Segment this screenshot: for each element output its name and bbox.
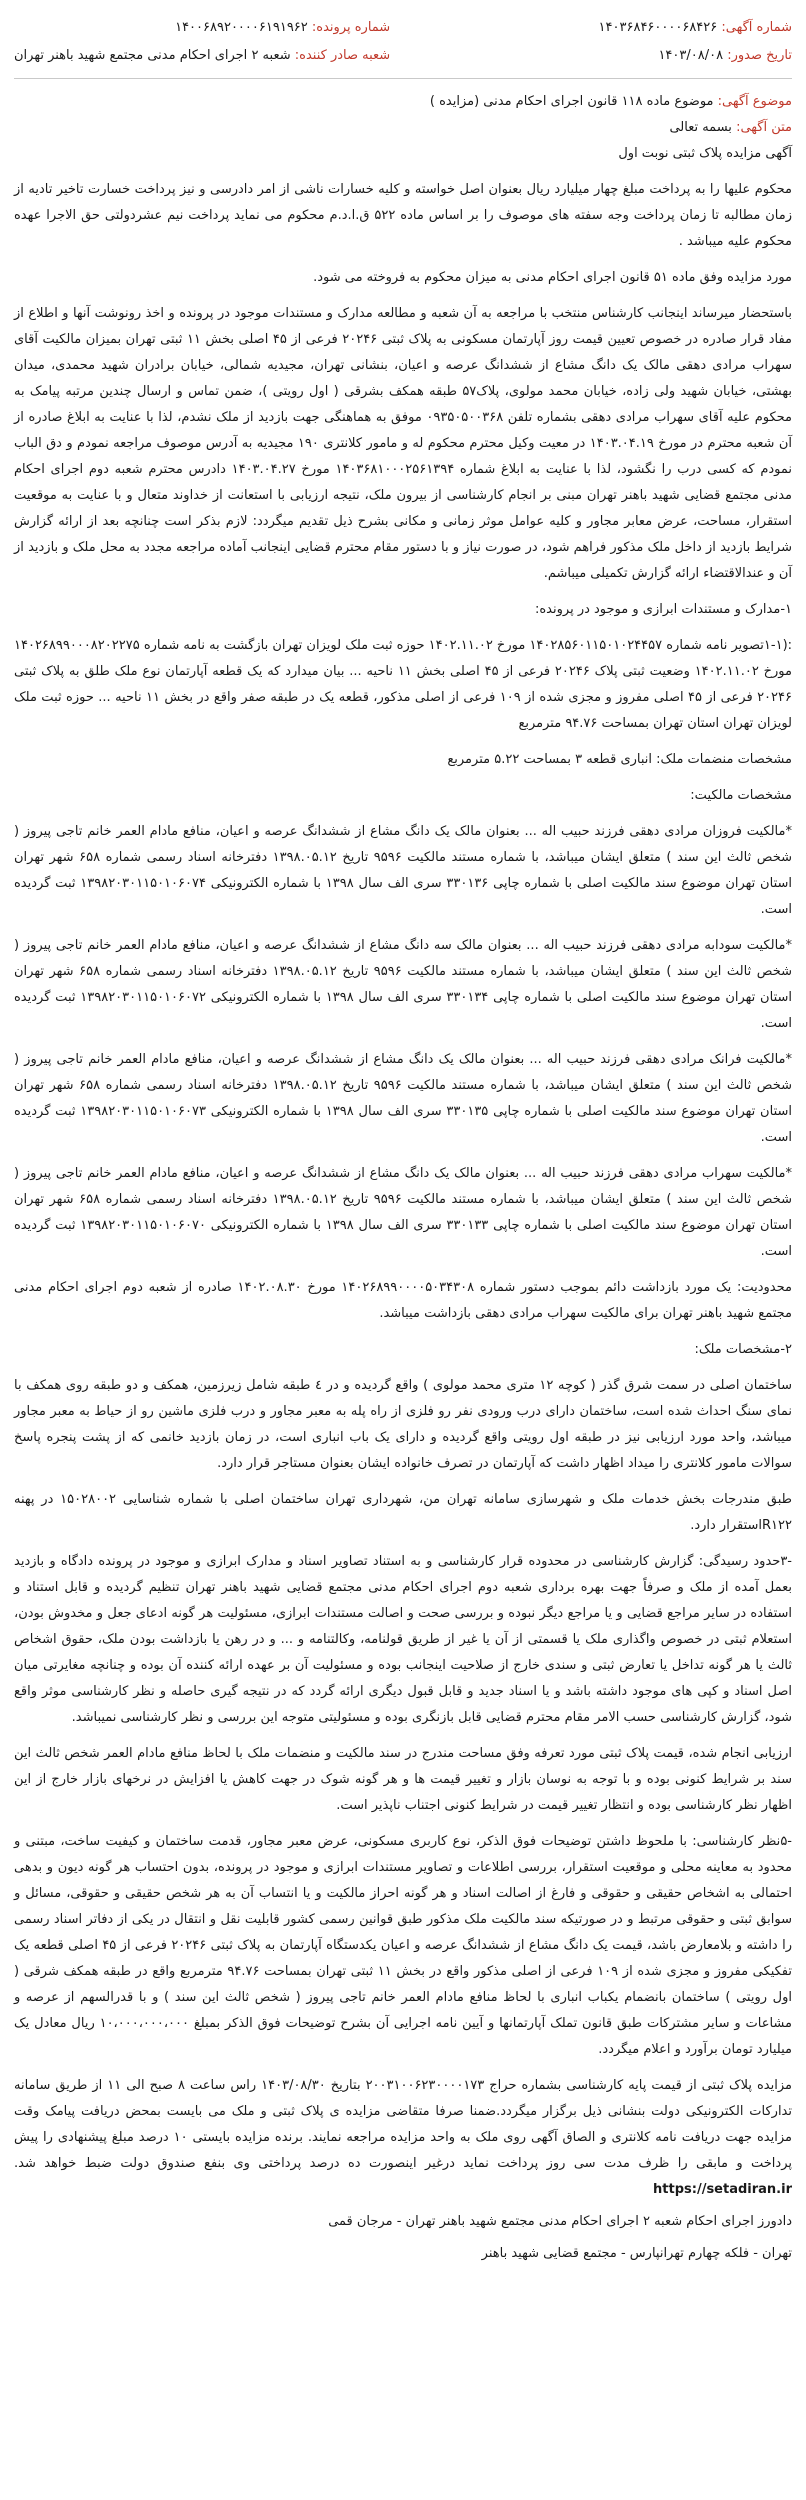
paragraph-owner-soudabeh: *مالکیت سودابه مرادی دهقی فرزند حبیب اله ... بعنوان مالک سه دانگ مشاع از ششدانگ عرصه و اعیان، منافع مادام العمر خانم تاجی پیروز ( شخص ثالث این سند ) متعلق ایشان میباشد، با شماره مستند مالکیت ۹۵۹۶ تاریخ ۱۳۹۸.۰۵.۱۲ دفترخانه اسناد رسمی شماره ۶۵۸ شهر تهران استان تهران موضوع سند مالکیت اصلی با شماره چاپی ۳۳۰۱۳۴ سری الف سال ۱۳۹۸ با شماره الکترونیکی ۱۳۹۸۲۰۳۰۱۱۵۰۱۰۶۰۷۲ ثبت گردیده است. (14, 938, 792, 1031)
paragraph-appurtenances: مشخصات منضمات ملک: انباری قطعه ۳ بمساحت ۵.۲۲ مترمربع (447, 752, 792, 767)
body-label: متن آگهی: (736, 120, 792, 135)
auction-terms-text: مزایده پلاک ثبتی از قیمت پایه کارشناسی بشماره حراج ۲۰۰۳۱۰۰۶۲۳۰۰۰۰۱۷۳ بتاریخ ۱۴۰۳/۰۸/۳۰ راس ساعت ۸ صبح الی ۱۱ از طریق سامانه تدارکات الکترونیکی دولت بنشانی ذیل برگزار میگردد.ضمنا صرفا متقاضی مزایده ی پلاک ثبتی و ملک می بایست بمحض دریافت پیامک وقت مزایده جهت دریافت نامه کلانتری و الصاق آگهی روی ملک به واحد مزایده مراجعه نمایند. برنده مزایده بایستی ۱۰ درصد مبلغ پیشنهادی را پیش پرداخت و مابقی را ظرف مدت سی روز پرداخت نماید درغیر اینصورت ده درصد پرداختی وی بنفع صندوق دولت ضبط خواهد شد. (14, 2078, 792, 2171)
paragraph-restriction: محدودیت: یک مورد بازداشت دائم بموجب دستور شماره ۱۴۰۲۶۸۹۹۰۰۰۰۵۰۳۴۳۰۸ مورخ ۱۴۰۲.۰۸.۳۰ صادره از شعبه دوم اجرای احکام مدنی مجتمع شهید باهنر تهران برای مالکیت سهراب مرادی دهقی بازداشت میباشد. (14, 1280, 792, 1321)
notice-body-header (14, 115, 792, 141)
notice-number (599, 14, 792, 42)
case-number (14, 14, 390, 42)
issuing-branch (14, 42, 390, 70)
case-number-label: شماره پرونده: (311, 20, 391, 35)
notice-number-value: ۱۴۰۳۶۸۴۶۰۰۰۰۶۸۴۲۶ (598, 20, 718, 35)
subject-value: موضوع ماده ۱۱۸ قانون اجرای احکام مدنی (مزایده ) (429, 94, 714, 109)
paragraph-registry-letter: :(۱-۱تصویر نامه شماره ۱۴۰۲۸۵۶۰۱۱۵۰۱۰۲۴۴۵۷ مورخ ۱۴۰۲.۱۱.۰۲ حوزه ثبت ملک لویزان تهران بازگشت به نامه شماره ۱۴۰۲۶۸۹۹۰۰۰۸۲۰۲۲۷۵ مورخ ۱۴۰۲.۱۱.۰۲ وضعیت ثبتی پلاک ۲۰۲۴۶ فرعی از ۴۵ اصلی بخش ۱۱ ناحیه ... بیان میدارد که یک قطعه آپارتمان نوع ملک طلق به پلاک ثبتی ۲۰۲۴۶ فرعی از ۴۵ اصلی مفروز و مجزی شده از ۱۰۹ فرعی از اصلی مذکور، قطعه یک در طبقه صفر واقع در بخش ۱۱ ناحیه ... حوزه ثبت ملک لویزان تهران استان تهران بمساحت ۹۴.۷۶ مترمربع (14, 638, 793, 731)
paragraph-documents-heading: ۱-مدارک و مستندات ابرازی و موجود در پرونده: (534, 602, 792, 617)
notice-meta (14, 14, 792, 70)
issuing-branch-label: شعبه صادر کننده: (294, 48, 391, 63)
paragraph-judgment: محکوم علیها را به پرداخت مبلغ چهار میلیارد ریال بعنوان اصل خواسته و کلیه خسارات ناشی از امر دادرسی و نیز پرداخت خسارت تاخیر تادیه از زمان مطالبه تا زمان پرداخت وجه سفته های موصوف را بر اساس ماده ۵۲۲ ق.ا.د.م محکوم می نماید پرداخت نیم عشردولتی حق الاجرا عهده محکوم علیه میباشد . (14, 182, 792, 249)
paragraph-owner-faranak: *مالکیت فرانک مرادی دهقی فرزند حبیب اله ... بعنوان مالک یک دانگ مشاع از ششدانگ عرصه و اعیان، منافع مادام العمر خانم تاجی پیروز ( شخص ثالث این سند ) متعلق ایشان میباشد، با شماره مستند مالکیت ۹۵۹۶ تاریخ ۱۳۹۸.۰۵.۱۲ دفترخانه اسناد رسمی شماره ۶۵۸ شهر تهران استان تهران موضوع سند مالکیت اصلی با شماره چاپی ۳۳۰۱۳۵ سری الف سال ۱۳۹۸ با شماره الکترونیکی ۱۳۹۸۲۰۳۰۱۱۵۰۱۰۶۰۷۳ ثبت گردیده است. (14, 1052, 792, 1145)
header-divider (14, 78, 792, 79)
signature-address: تهران - فلکه چهارم تهرانپارس - مجتمع قضایی شهید باهنر (481, 2246, 792, 2261)
case-number-value: ۱۴۰۰۶۸۹۲۰۰۰۰۶۱۹۱۹۶۲ (175, 20, 308, 35)
paragraph-ownership-heading: مشخصات مالکیت: (690, 788, 792, 803)
paragraph-valuation-note: ارزیابی انجام شده، قیمت پلاک ثبتی مورد تعرفه وفق مساحت مندرج در سند مالکیت و منضمات ملک با لحاظ منافع مادام العمر شخص ثالث این سند بر شرایط کنونی بوده و با توجه به نوسان بازار و تغییر قیمت ها و هر گونه شوک در جهت کاهش یا افزایش در نرخهای بازار خارج از این اظهار نظر کارشناسی بوده و انتظار تغییر قیمت در شرایط کنونی اجتناب ناپذیر است. (14, 1746, 792, 1813)
issue-date-label: تاریخ صدور: (727, 48, 792, 63)
paragraph-expert-intro: باستحضار میرساند اینجانب کارشناس منتخب با مراجعه به آن شعبه و مطالعه مدارک و مستندات موجود در پرونده و اخذ رونوشت آنها و اطلاع از مفاد قرار صادره در خصوص تعیین قیمت روز آپارتمان مسکونی به پلاک ثبتی ۲۰۲۴۶ فرعی از ۴۵ اصلی بخش ۱۱ ثبتی تهران بمیزان مالکیت آقای سهراب مرادی دهقی مالک یک دانگ مشاع از ششدانگ عرصه و اعیان، بنشانی تهران، مجیدیه شمالی، خیابان برادران شهید محمدی، میدان بهشتی، خیابان شهید ولی زاده، خیابان محمد مولوی، پلاک۵۷ طبقه همکف بشرقی ( اول رویتی )، ضمن تماس و ارسال چندین مرتبه پیامک به محکوم علیه آقای سهراب مرادی دهقی بشماره تلفن ۰۹۳۵۰۵۰۰۳۶۸ موفق به هماهنگی جهت بازدید از ملک نشدم، لذا با عنایت به ابلاغ صادره از آن شعبه محترم در مورخ ۱۴۰۳.۰۴.۱۹ در معیت وکیل محترم محکوم له و مامور کلانتری ۱۹۰ مجیدیه به آدرس موصوف مراجعه نمودم و دق الباب نمودم که کسی درب را نگشود، لذا با عنایت به ابلاغ شماره ۱۴۰۳۶۸۱۰۰۰۲۵۶۱۳۹۴ مورخ ۱۴۰۳.۰۴.۲۷ دادرس محترم شعبه دوم اجرای احکام مدنی مجتمع قضایی شهید باهنر تهران مبنی بر انجام کارشناسی از بیرون ملک، نتیجه ارزیابی با استعانت از خداوند متعال و با عنایت به موقعیت استقرار، مساحت، عرض معابر مجاور و کلیه عوامل موثر زمانی و مکانی بشرح ذیل تقدیم میگردد: لازم بذکر است چنانچه بعد از ارائه گزارش شرایط بازدید از داخل ملک مذکور فراهم شود، در صورت نیاز و با دستور مقام محترم قضایی اینجانب آماده مراجعه مجدد به محل ملک و بازدید از آن و عندالاقتضاء ارائه گزارش تکمیلی میباشم. (14, 306, 793, 581)
notice-title: آگهی مزایده پلاک ثبتی نوبت اول (618, 146, 792, 161)
subject-label: موضوع آگهی: (717, 94, 792, 109)
paragraph-expert-opinion: -۵نظر کارشناسی: با ملحوظ داشتن توضیحات فوق الذکر، نوع کاربری مسکونی، عرض معبر مجاور، قدمت ساختمان و کیفیت ساخت، مبتنی و محدود به معاینه محلی و موقعیت استقرار، بررسی اطلاعات و تصاویر مستندات ابرازی و موجود در پرونده، بدون احتساب هر گونه دیون و بدهی احتمالی به اشخاص حقیقی و حقوقی و فارغ از اصالت اسناد و هر گونه احراز مالکیت و یا انتساب آن به هر شخص حقیقی و حقوقی، مسائل و سوابق ثبتی و حقوقی مرتبط و در صورتیکه سند مالکیت ملک مذکور طبق قوانین رسمی کشور قابلیت نقل و انتقال در یکی از دفاتر اسناد رسمی را داشته و بلامعارض باشد، قیمت یک دانگ مشاع از ششدانگ عرصه و اعیان یکدستگاه آپارتمان به پلاک ثبتی ۲۰۲۴۶ فرعی از ۴۵ اصلی قطعه یک تفکیکی مفروز و مجزی شده از ۱۰۹ فرعی از اصلی مذکور واقع در بخش ۱۱ ثبتی تهران بمساحت ۹۴.۷۶ مترمربع واقع در طبقه همکف شرقی ( اول رویتی ) ساختمان بانضمام یکباب انباری با لحاظ منافع مادام العمر خانم تاجی پیروز ( شخص ثالث این سند ) و با قدرالسهم از عرصه و مشاعات و سایر مشترکات طبق قانون تملک آپارتمانها و آیین نامه اجرایی آن بشرح توضیحات فوق الذکر بمبلغ ۱۰،۰۰۰،۰۰۰،۰۰۰ ریال معادل یک میلیارد تومان برآورد و اعلام میگردد. (14, 1834, 792, 2057)
paragraph-owner-sohrab: *مالکیت سهراب مرادی دهقی فرزند حبیب اله ... بعنوان مالک یک دانگ مشاع از ششدانگ عرصه و اعیان، منافع مادام العمر خانم تاجی پیروز ( شخص ثالث این سند ) متعلق ایشان میباشد، با شماره مستند مالکیت ۹۵۹۶ تاریخ ۱۳۹۸.۰۵.۱۲ دفترخانه اسناد رسمی شماره ۶۵۸ شهر تهران استان تهران موضوع سند مالکیت اصلی با شماره چاپی ۳۳۰۱۳۳ سری الف سال ۱۳۹۸ با شماره الکترونیکی ۱۳۹۸۲۰۳۰۱۱۵۰۱۰۶۰۷۰ ثبت گردیده است. (14, 1166, 792, 1259)
meta-left (14, 14, 390, 70)
paragraph-auction-terms (14, 2073, 792, 2203)
setadiran-link[interactable]: https://setadiran.ir (653, 2182, 792, 2197)
issue-date (599, 42, 792, 70)
paragraph-article-51: مورد مزایده وفق ماده ۵۱ قانون اجرای احکام مدنی به میزان محکوم به فروخته می شود. (313, 270, 792, 285)
issue-date-value: ۱۴۰۳/۰۸/۰۸ (658, 48, 724, 63)
notice-number-label: شماره آگهی: (721, 20, 792, 35)
signature-officer: دادورز اجرای احکام شعبه ۲ اجرای احکام مدنی مجتمع شهید باهنر تهران - مرجان قمی (328, 2214, 792, 2229)
paragraph-scope: -۳حدود رسیدگی: گزارش کارشناسی در محدوده قرار کارشناسی و به استناد تصاویر اسناد و مدارک ابرازی و موجود در پرونده دادگاه و بازدید بعمل آمده از ملک و صرفاً جهت بهره برداری شعبه دوم اجرای احکام مدنی مجتمع قضایی شهید باهنر تهران تنظیم گردیده و قابل استناد و استفاده در سایر مراجع قضایی و یا مراجع دیگر نبوده و بررسی صحت و اصالت مستندات ابرازی، مسئولیت هر گونه ادعای جعل و مخدوش بودن، استعلام ثبتی در خصوص واگذاری ملک یا قسمتی از آن یا غیر از طریق قولنامه، وکالتنامه و ... و در رهن یا بازداشت بودن ملک، حقوق اشخاص ثالث یا هر گونه تداخل یا تعارض ثبتی و سندی خارج از صلاحیت اینجانب بوده و مسئولیت آن بر عهده ارائه کننده آن بوده و چنانچه مغایرتی میان اصل اسناد و کپی های موجود داشته باشد و یا اسناد جدید و قابل قبول دیگری ارائه گردد که در نتیجه گیری حاصله و نظر کارشناسی موثر واقع شود، گزارش کارشناسی حسب الامر مقام محترم قضایی قابل بازنگری بوده و مسئولیتی متوجه این بررسی و نظر کارشناسی نمیباشد. (14, 1554, 792, 1725)
paragraph-property-heading: ۲-مشخصات ملک: (694, 1342, 792, 1357)
paragraph-building-description: ساختمان اصلی در سمت شرق گذر ( کوچه ۱۲ متری محمد مولوی ) واقع گردیده و در ٤ طبقه شامل زیرزمین، همکف و دو طبقه روی همکف با نمای سنگ احداث شده است، ساختمان دارای درب ورودی نفر رو فلزی از راه پله به معبر مجاور و درب فلزی ماشین رو از حیاط به معبر مجاور میباشد، واحد مورد ارزیابی نیز در طبقه اول رویتی واقع گردیده و دارای یک باب انباری است، در زمان بازدید خانمی که از پشت پنجره پاسخ سوالات مامور کلانتری را میداد اظهار داشت که آپارتمان در تصرف خانواده ایشان بعنوان مستاجر قرار دارد. (14, 1378, 792, 1471)
notice-subject (14, 89, 792, 115)
issuing-branch-value: شعبه ۲ اجرای احکام مدنی مجتمع شهید باهنر تهران (14, 48, 291, 63)
paragraph-owner-forouzan: *مالکیت فروزان مرادی دهقی فرزند حبیب اله ... بعنوان مالک یک دانگ مشاع از ششدانگ عرصه و اعیان، منافع مادام العمر خانم تاجی پیروز ( شخص ثالث این سند ) متعلق ایشان میباشد، با شماره مستند مالکیت ۹۵۹۶ تاریخ ۱۳۹۸.۰۵.۱۲ دفترخانه اسناد رسمی شماره ۶۵۸ شهر تهران استان تهران موضوع سند مالکیت اصلی با شماره چاپی ۳۳۰۱۳۶ سری الف سال ۱۳۹۸ با شماره الکترونیکی ۱۳۹۸۲۰۳۰۱۱۵۰۱۰۶۰۷۴ ثبت گردیده است. (14, 824, 792, 917)
paragraph-municipality: طبق مندرجات بخش خدمات ملک و شهرسازی سامانه تهران من، شهرداری تهران ساختمان اصلی با شماره شناسایی ۱۵۰۲۸۰۰۲ در پهنه R۱۲۲استقرار دارد. (14, 1492, 792, 1533)
bismillah: بسمه تعالی (669, 120, 732, 135)
meta-right (599, 14, 792, 70)
